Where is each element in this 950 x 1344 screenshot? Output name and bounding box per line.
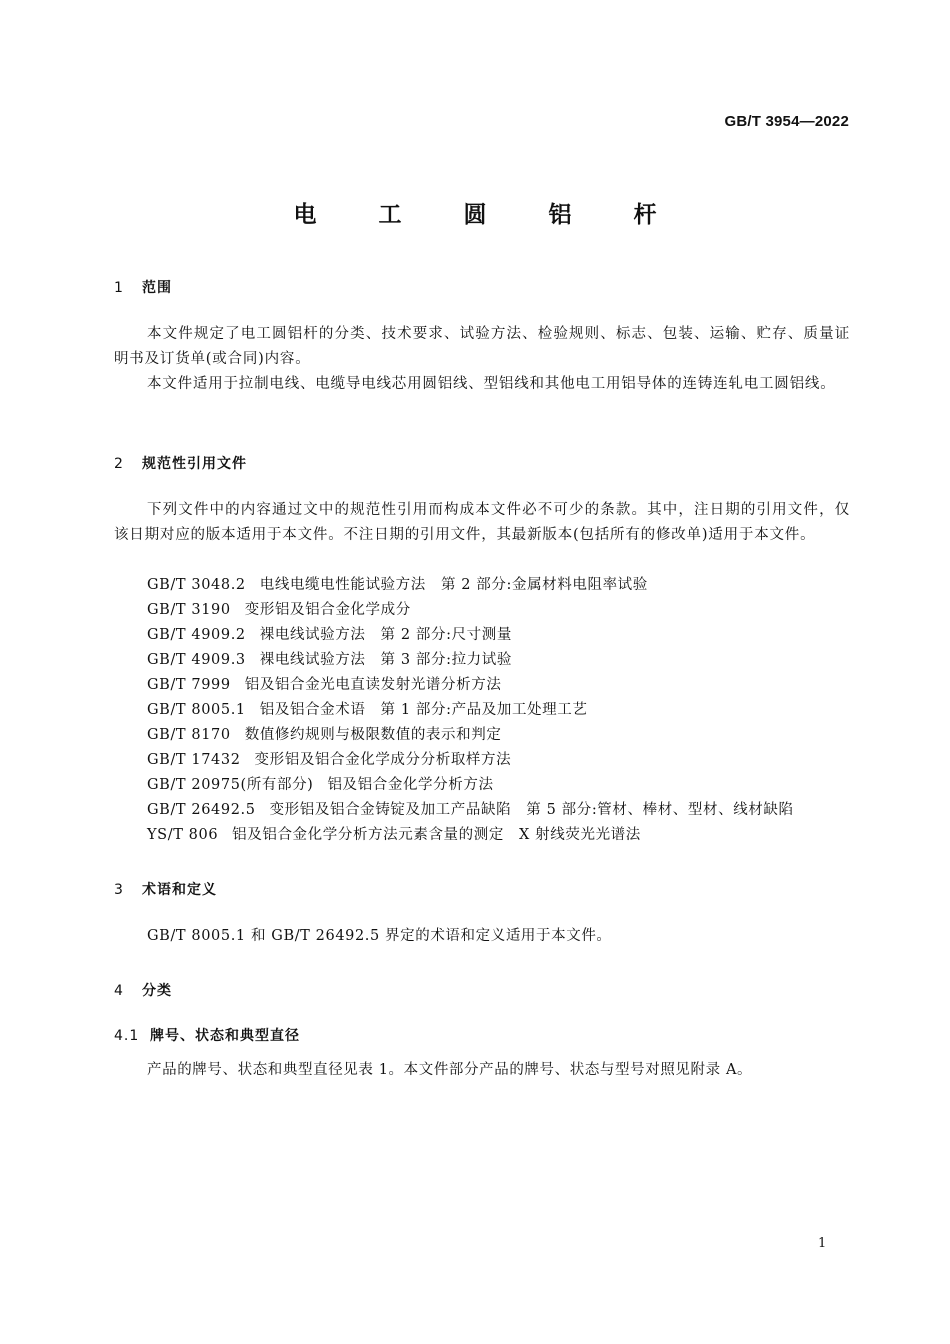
reference-item <box>147 748 511 773</box>
reference-code: GB/T 17432 <box>147 752 241 768</box>
reference-code: GB/T 3048.2 <box>147 577 246 593</box>
reference-code: GB/T 4909.3 <box>147 652 246 668</box>
section-3-heading <box>114 879 217 899</box>
section-4-heading <box>114 980 172 1000</box>
section-3-text: GB/T 8005.1 和 GB/T 26492.5 界定的术语和定义适用于本文件。 <box>147 928 612 944</box>
reference-code: GB/T 3190 <box>147 602 231 618</box>
reference-code: GB/T 8005.1 <box>147 702 246 718</box>
section-4-title: 分类 <box>142 983 172 999</box>
reference-code: GB/T 8170 <box>147 727 231 743</box>
section-1-title: 范围 <box>142 280 172 296</box>
reference-title: 变形铝及铝合金铸锭及加工产品缺陷 第 5 部分:管材、棒材、型材、线材缺陷 <box>269 802 794 818</box>
section-1-heading <box>114 277 172 297</box>
section-4-1-text: 产品的牌号、状态和典型直径见表 1。本文件部分产品的牌号、状态与型号对照见附录 A。 <box>147 1062 753 1078</box>
reference-code: GB/T 4909.2 <box>147 627 246 643</box>
reference-title: 铝及铝合金术语 第 1 部分:产品及加工处理工艺 <box>259 702 588 718</box>
page-number: 1 <box>818 1236 827 1251</box>
reference-title: 铝及铝合金光电直读发射光谱分析方法 <box>244 677 502 693</box>
reference-item <box>147 798 794 823</box>
reference-code: GB/T 26492.5 <box>147 802 256 818</box>
section-2-intro: 下列文件中的内容通过文中的规范性引用而构成本文件必不可少的条款。其中，注日期的引用文件，仅该日期对应的版本适用于本文件。不注日期的引用文件，其最新版本(包括所有的修改单)适用于本文件。 <box>114 502 850 543</box>
reference-item <box>147 698 587 723</box>
section-3-number: 3 <box>114 882 124 898</box>
reference-title: 变形铝及铝合金化学成分分析取样方法 <box>254 752 512 768</box>
reference-item <box>147 773 494 798</box>
reference-title: 铝及铝合金化学分析方法元素含量的测定 X 射线荧光光谱法 <box>232 827 641 843</box>
reference-item <box>147 823 641 848</box>
reference-item <box>147 623 512 648</box>
document-title: 电 工 圆 铝 杆 <box>293 202 684 228</box>
section-1-paragraph-2: 本文件适用于拉制电线、电缆导电线芯用圆铝线、型铝线和其他电工用铝导体的连铸连轧电工圆铝线。 <box>147 376 836 392</box>
reference-item <box>147 573 648 598</box>
section-3-title: 术语和定义 <box>142 882 217 898</box>
reference-title: 铝及铝合金化学分析方法 <box>327 777 494 793</box>
reference-title: 电线电缆电性能试验方法 第 2 部分:金属材料电阻率试验 <box>259 577 648 593</box>
reference-title: 数值修约规则与极限数值的表示和判定 <box>244 727 502 743</box>
reference-title: 裸电线试验方法 第 2 部分:尺寸测量 <box>259 627 512 643</box>
section-1-paragraph-1: 本文件规定了电工圆铝杆的分类、技术要求、试验方法、检验规则、标志、包装、运输、贮存、质量证明书及订货单(或合同)内容。 <box>114 326 850 367</box>
section-4-number: 4 <box>114 983 124 999</box>
reference-code: GB/T 7999 <box>147 677 231 693</box>
section-4-1-number: 4.1 <box>114 1028 140 1044</box>
section-1-number: 1 <box>114 280 124 296</box>
reference-item <box>147 598 411 623</box>
reference-title: 裸电线试验方法 第 3 部分:拉力试验 <box>259 652 512 668</box>
reference-item <box>147 648 512 673</box>
reference-code: GB/T 20975(所有部分) <box>147 777 314 793</box>
section-2-number: 2 <box>114 456 124 472</box>
reference-item <box>147 723 501 748</box>
section-2-title: 规范性引用文件 <box>142 456 247 472</box>
section-4-1-title: 牌号、状态和典型直径 <box>150 1028 300 1044</box>
reference-title: 变形铝及铝合金化学成分 <box>244 602 411 618</box>
section-4-1-heading <box>114 1025 300 1045</box>
section-2-heading <box>114 453 247 473</box>
reference-code: YS/T 806 <box>147 827 219 843</box>
standard-code: GB/T 3954—2022 <box>724 113 849 130</box>
reference-item <box>147 673 501 698</box>
